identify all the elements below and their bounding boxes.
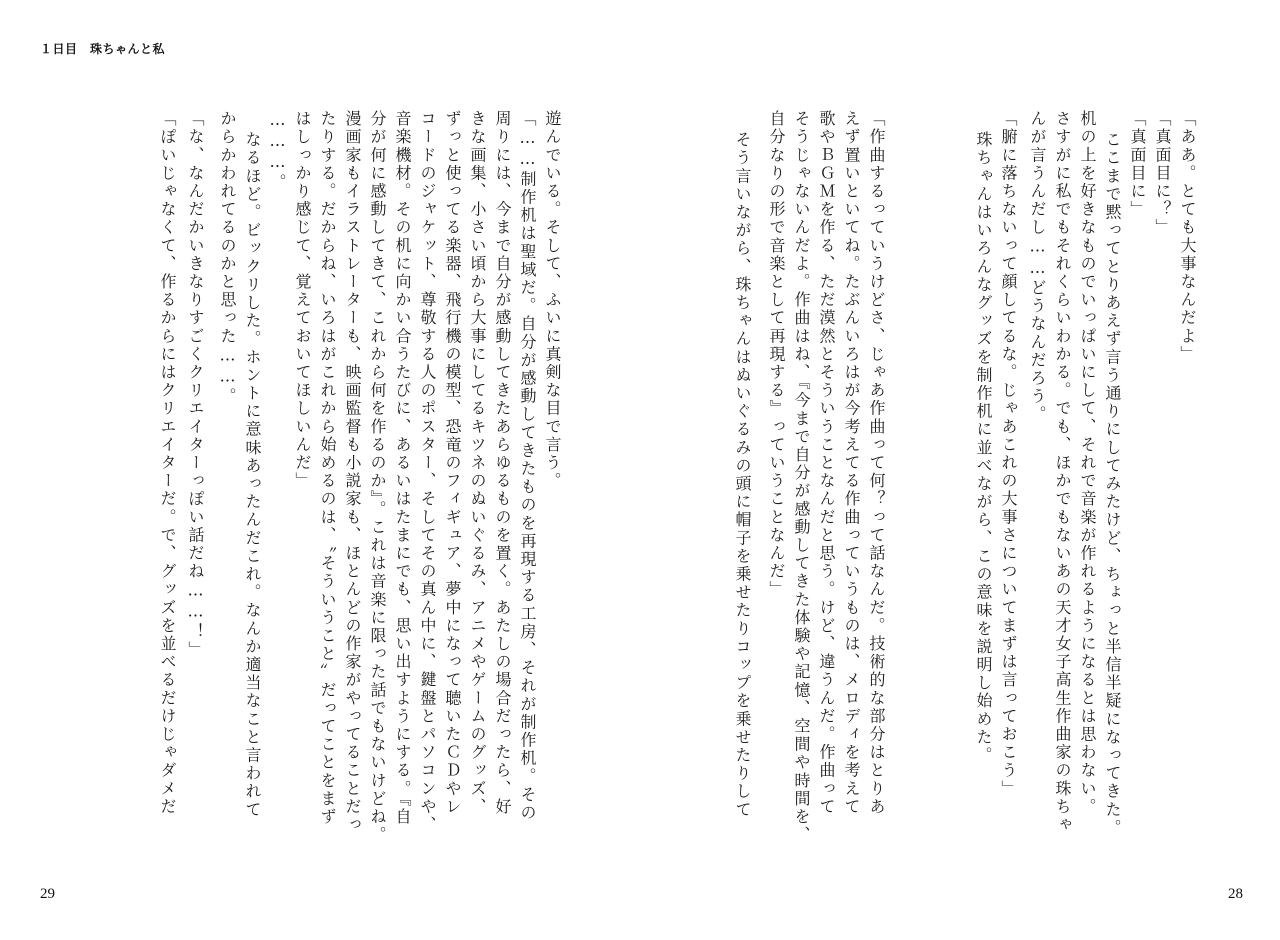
text-line: 周りには、今まで自分が感動してきたあらゆるものを置く。あたしの場合だったら、好 bbox=[493, 110, 512, 816]
text-line: 「作曲するっていうけどさ、じゃあ作曲って何？って話なんだ。技術的な部分はとりあ bbox=[867, 110, 886, 816]
text-line: 「……制作机は聖域だ。自分が感動してきたものを再現する工房、それが制作机。その bbox=[518, 110, 537, 822]
text-line: 分が何に感動してきて、これから何を作るのか』。これは音楽に限った話でもないけどね。 bbox=[368, 110, 387, 845]
text-line: 漫画家もイラストレーターも、映画監督も小説家も、ほとんどの作家がやってることだっ bbox=[343, 110, 362, 834]
text-line: えず置いといてね。たぶんいろはが今考えてる作曲っていうものは、メロディを考えて bbox=[842, 110, 861, 816]
text-line: 「腑に落ちないって顔してるな。じゃあこれの大事さについてまずは言っておこう」 bbox=[999, 110, 1018, 798]
text-line: からかわれてるのかと思った……。 bbox=[218, 110, 237, 406]
text-line: なるほど。ビックリした。ホントに意味あったんだこれ。なんか適当なこと言われて bbox=[243, 131, 262, 819]
text-line: んが言うんだし……どうなんだろう。 bbox=[1028, 110, 1047, 424]
text-line: さすがに私でもそれくらいわかる。でも、ほかでもないあの天才女子高生作曲家の珠ちゃ bbox=[1053, 110, 1072, 834]
text-line: きな画集、小さい頃から大事にしてるキツネのぬいぐるみ、アニメやゲームのグッズ、 bbox=[468, 110, 487, 816]
page-number-right: 28 bbox=[1228, 886, 1243, 902]
text-line: 「真面目に」 bbox=[1128, 110, 1147, 219]
text-line: そうじゃないんだよ。作曲はね、『今まで自分が感動してきた体験や記憶、空間や時間を、 bbox=[792, 110, 811, 845]
text-line: 自分なりの形で音楽として再現する』っていうことなんだ」 bbox=[767, 110, 786, 599]
text-line: コードのジャケット、尊敬する人のポスター、そしてその真ん中に、鍵盤とパソコンや、 bbox=[418, 110, 437, 834]
text-line: そう言いながら、珠ちゃんはぬいぐるみの頭に帽子を乗せたりコップを乗せたりして bbox=[733, 131, 752, 819]
text-line: 歌やＢＧＭを作る、ただ漠然とそういうことなんだと思う。けど、違うんだ。作曲って bbox=[817, 110, 836, 816]
text-line: ずっと使ってる楽器、飛行機の模型、恐竜のフィギュア、夢中になって聴いたＣＤやレ bbox=[443, 110, 462, 816]
text-line: 「ぽいじゃなくて、作るからにはクリエイターだ。で、グッズを並べるだけじゃダメだ bbox=[158, 110, 177, 816]
page-number-left: 29 bbox=[40, 886, 55, 902]
text-line: はしっかり感じて、覚えておいてほしいんだ」 bbox=[293, 110, 312, 491]
text-line: 机の上を好きなものでいっぱいにして、それで音楽が作れるようになるとは思わない。 bbox=[1078, 110, 1097, 816]
text-line: 音楽機材。その机に向かい合うたびに、あるいはたまにでも、思い出すようにする。『自 bbox=[393, 110, 412, 826]
text-line: 珠ちゃんはいろんなグッズを制作机に並べながら、この意味を説明し始めた。 bbox=[974, 131, 993, 765]
text-line-with-ruby bbox=[997, 110, 1019, 810]
text-line: 遊んでいる。そして、ふいに真剣な目で言う。 bbox=[543, 110, 562, 491]
text-line: ………。 bbox=[268, 110, 287, 192]
text-line: 「な、なんだかいきなりすごくクリエイターっぽい話だね……！」 bbox=[186, 110, 205, 659]
text-line: たりする。だからね、いろはがこれから始めるのは、〝そういうこと〟だってことをまず bbox=[318, 110, 337, 826]
text-line: ここまで黙ってとりあえず言う通りにしてみたけど、ちょっと半信半疑になってきた。 bbox=[1103, 131, 1122, 837]
running-head-chapter-title: １日目 珠ちゃんと私 bbox=[40, 42, 166, 56]
text-line: 「ああ。とても大事なんだよ」 bbox=[1178, 110, 1197, 364]
text-line: 「真面目に？」 bbox=[1153, 110, 1172, 237]
